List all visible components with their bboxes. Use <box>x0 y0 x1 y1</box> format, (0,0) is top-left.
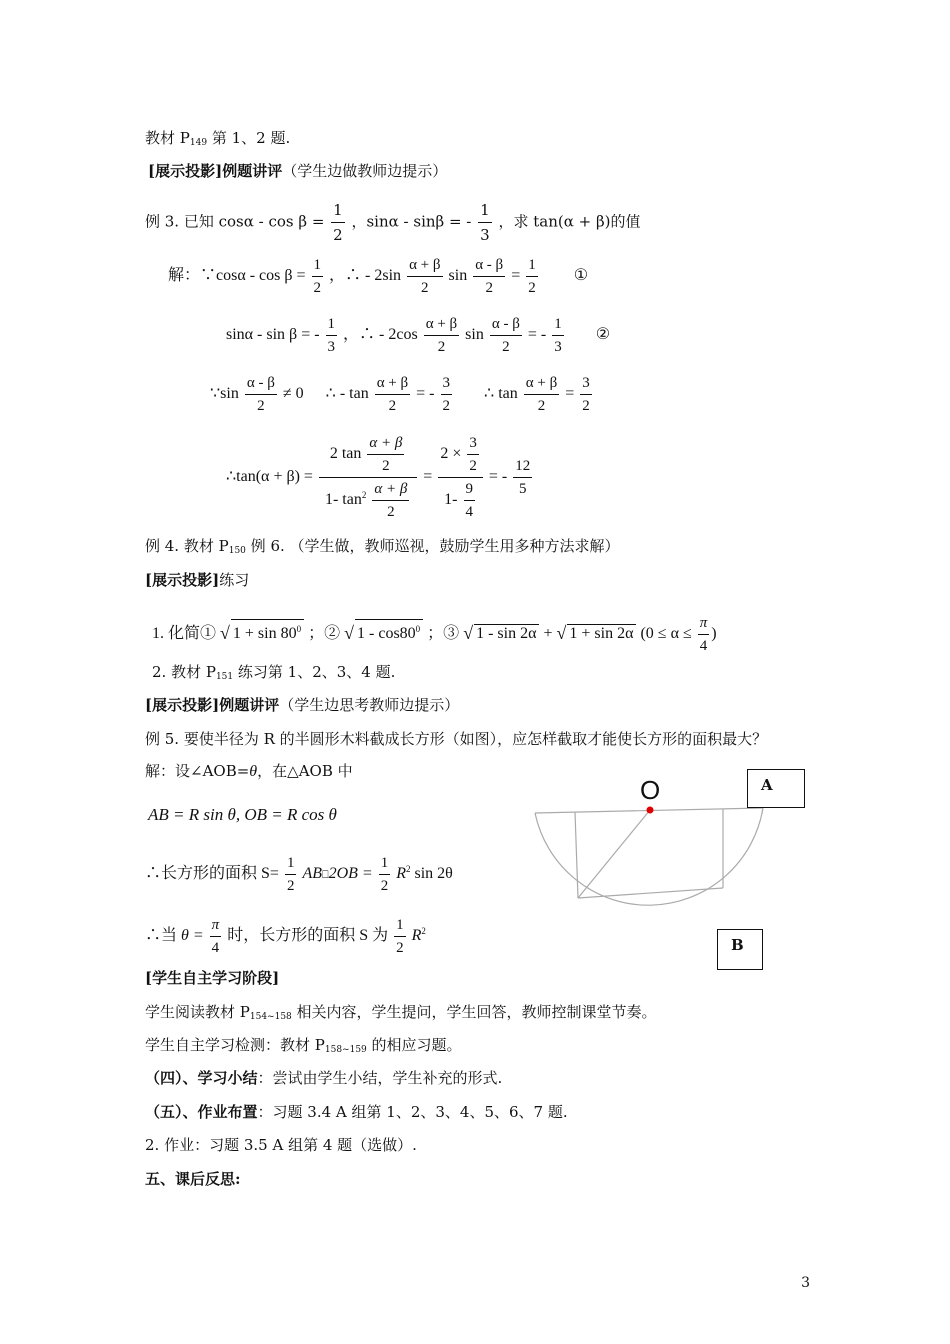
self-study-check: 学生自主学习检测：教材 $P_{158\sim 159}$ 的相应习题。 <box>145 1036 462 1055</box>
sqrt-3: 1 - sin 2α <box>474 624 539 643</box>
reflection-heading: 五、课后反思: <box>145 1170 241 1188</box>
max-area-conclusion: ∴当 θ = $\frac{\pi}{4}$ 时，长方形的面积 S 为 $\frac{1}{2}$ $R^2$ <box>145 914 426 959</box>
solution-line-4: ∴tan(α + β) = 2 tan $\frac{\alpha + \beta}{2}$ 1- $\tan^2$ $\frac{\alpha + \beta}{2}$ = 2 × $\frac{3}{2}$ 1- $\frac{9}{4}$ = - $\frac{12}{5}$ <box>226 432 534 523</box>
section-self-study: [学生自主学习阶段] <box>145 969 280 987</box>
page-number: 3 <box>801 1275 810 1291</box>
area-formula: ∴长方形的面积 S= $\frac{1}{2}$ AB⎕2OB = $\frac{1}{2}$ $R^2$ sin 2θ <box>145 852 453 897</box>
solution-line-1: 解：∵cosα - cos β = $\frac{1}{2}$ ，∴ - 2sin $\frac{\alpha + \beta}{2}$ sin $\frac{\alpha - \beta}{2}$ = $\frac{1}{2}$ ① <box>168 254 588 299</box>
section-projection-3: [展示投影]例题讲评（学生边思考教师边提示） <box>145 696 460 714</box>
big-fraction-tan: 2 tan $\frac{\alpha + \beta}{2}$ 1- $\tan^2$ $\frac{\alpha + \beta}{2}$ <box>319 432 417 523</box>
example-4: 例 4. 教材 $P_{150}$ 例 6. （学生做，教师巡视，鼓励学生用多种方法求解） <box>145 537 620 556</box>
example-5-solution-intro: 解：设∠AOB=θ，在△AOB 中 <box>145 762 353 780</box>
sqrt-2: $1 - \cos 80^0$ <box>355 619 423 643</box>
example-3: 例 3. 已知 cosα - cos β = $\frac{1}{2}$ ，sinα - sinβ = - $\frac{1}{3}$ ，求 tan(α + β)的值 <box>145 198 641 247</box>
rect-left <box>575 812 578 898</box>
solution-line-2: sinα - sin β = - $\frac{1}{3}$ ，∴ - 2cos $\frac{\alpha + \beta}{2}$ sin $\frac{\alpha - \beta}{2}$ = - $\frac{1}{3}$ ② <box>226 313 610 358</box>
sqrt-4: 1 + sin 2α <box>567 624 636 643</box>
center-point <box>647 807 654 814</box>
fraction-half: $\frac{1}{2}$ <box>331 198 345 247</box>
homework-optional: 2. 作业：习题 3.5 A 组第 4 题（选做）. <box>145 1136 417 1154</box>
label-box-b: B <box>717 929 763 970</box>
circled-1: ① <box>573 267 589 285</box>
semicircle-arc <box>535 808 763 905</box>
line-textbook-ref: 教材 $P_{149}$ 第 1、2 题. <box>145 129 291 148</box>
big-fraction-numeric: 2 × $\frac{3}{2}$ 1- $\frac{9}{4}$ <box>438 432 483 523</box>
label-box-a: A <box>747 769 805 808</box>
circled-2: ② <box>595 326 611 344</box>
section-projection-1: [展示投影]例题讲评（学生边做教师边提示） <box>148 162 448 180</box>
homework-line: （五）、作业布置：习题 3.4 A 组第 1、2、3、4、5、6、7 题. <box>145 1103 568 1121</box>
section-projection-2: [展示投影]练习 <box>145 571 250 589</box>
fraction-third: $\frac{1}{3}$ <box>478 198 492 247</box>
solution-line-3: ∵sin $\frac{\alpha - \beta}{2}$ ≠ 0 ∴ - tan $\frac{\alpha + \beta}{2}$ = - $\frac{3}{2}$ ∴ tan $\frac{\alpha + \beta}{2}$ = $\frac{3}{2}$ <box>210 372 594 417</box>
label-o: O <box>640 775 661 805</box>
radius-oa <box>578 810 650 898</box>
practice-1: 1. 化简① √ $1 + \sin 80^0$ ；② √ $1 - \cos 80^0$ ；③ √ 1 - sin 2α + √ 1 + sin 2α (0 ≤ α ≤ $\frac{\pi}{4}$ ) <box>152 612 717 657</box>
example-5: 例 5. 要使半径为 R 的半圆形木料截成长方形（如图），应怎样截取才能使长方形的面积最大？ <box>145 730 768 748</box>
equation-ab-ob: AB = R sin θ, OB = R cos θ <box>148 805 337 824</box>
sqrt-1: $1 + \sin 80^0$ <box>231 619 304 643</box>
practice-2: 2. 教材 $P_{151}$ 练习第 1、2、3、4 题. <box>152 663 396 682</box>
summary-line: （四）、学习小结：尝试由学生小结，学生补充的形式. <box>145 1069 503 1087</box>
self-study-reading: 学生阅读教材 $P_{154\sim 158}$ 相关内容，学生提问，学生回答，教师控制课堂节奏。 <box>145 1003 657 1022</box>
